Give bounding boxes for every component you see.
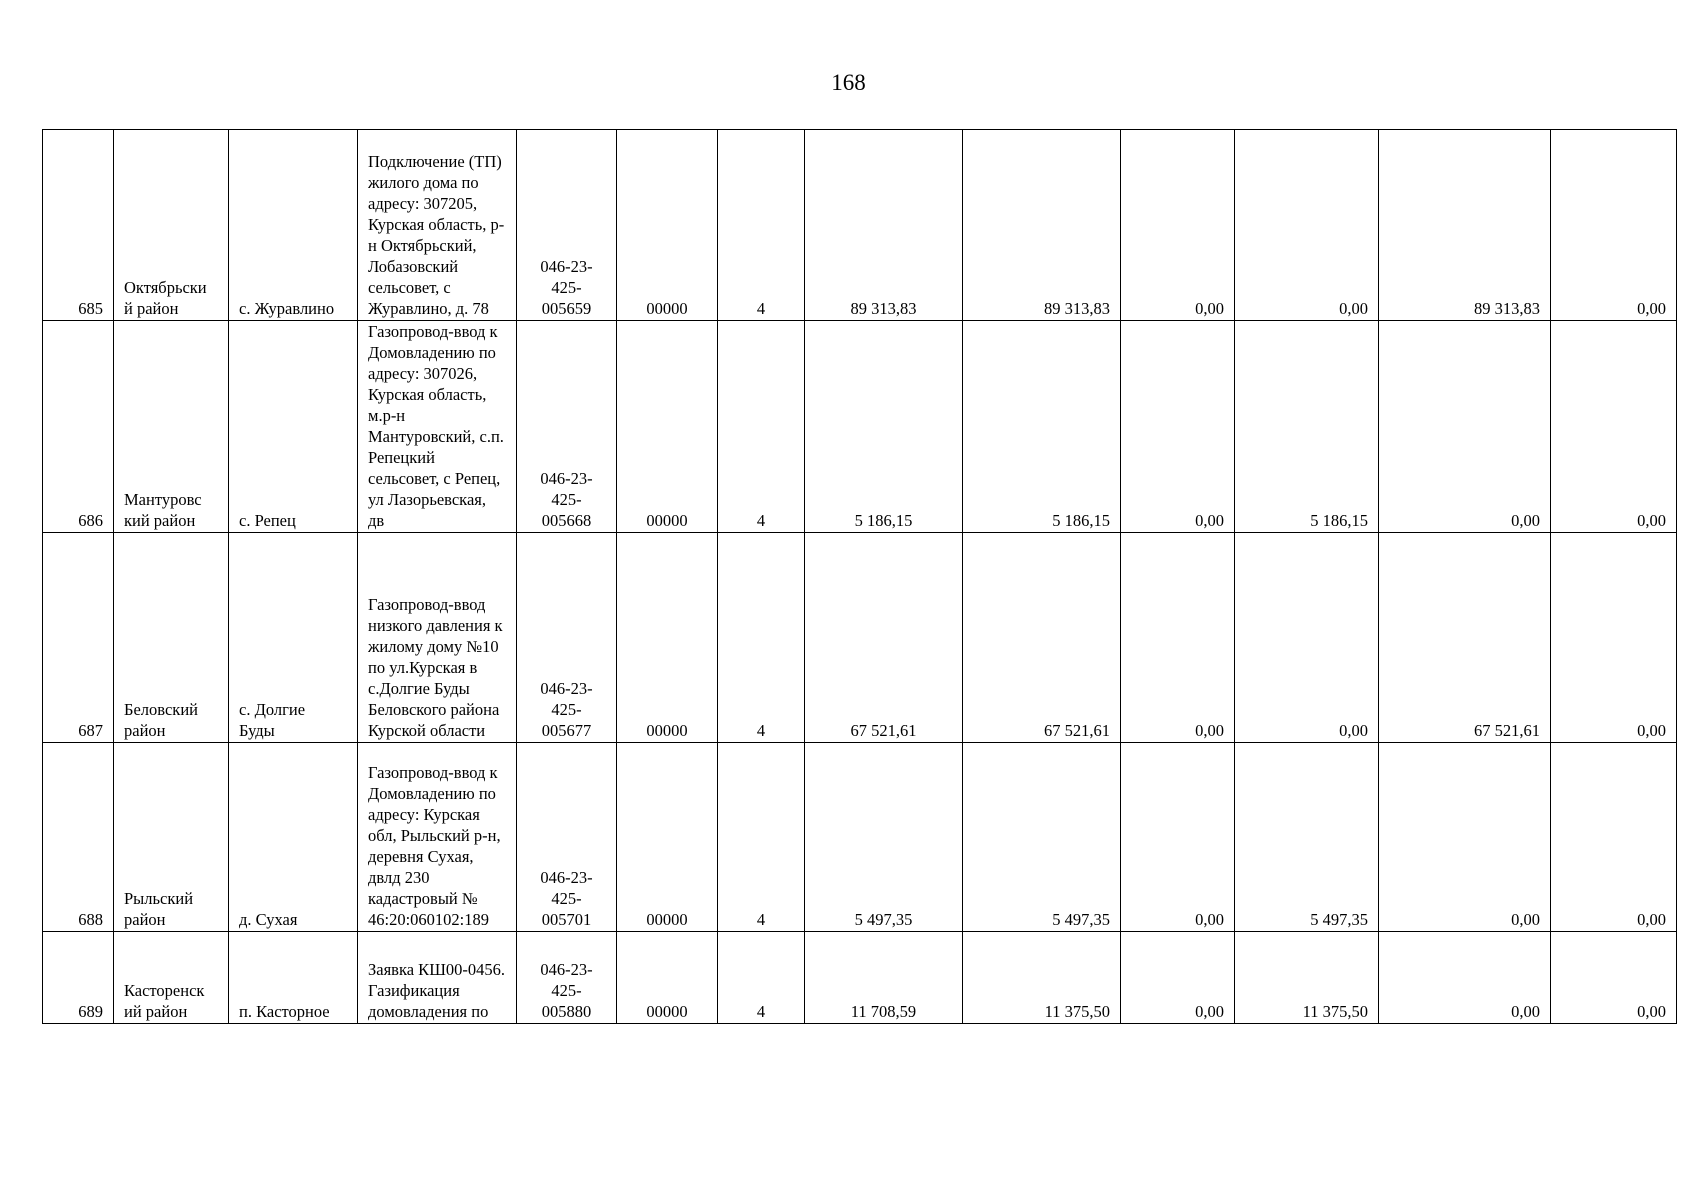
description-text: Заявка КШ00-0456. Газификация домовладения по [368, 960, 505, 1021]
description-cell [358, 932, 517, 1024]
district-cell: Мантуровс кий район [114, 321, 229, 533]
amount-3-cell: 0,00 [1121, 533, 1235, 743]
description-text: Подключение (ТП) жилого дома по адресу: 307205, Курская область, р-н Октябрьский, Лобазовский сельсовет, с Журавлино, д. 78 [368, 152, 505, 318]
category-cell: 4 [718, 321, 805, 533]
amount-4-cell: 5 497,35 [1235, 743, 1379, 932]
amount-3-cell: 0,00 [1121, 130, 1235, 321]
district-cell: Беловский район [114, 533, 229, 743]
district-cell: Октябрьски й район [114, 130, 229, 321]
amount-2-cell: 89 313,83 [963, 130, 1121, 321]
row-number-cell: 686 [43, 321, 114, 533]
registry-table [42, 129, 1677, 1024]
amount-1-cell: 5 186,15 [805, 321, 963, 533]
amount-6-cell: 0,00 [1551, 533, 1677, 743]
locality-cell: с. Репец [229, 321, 358, 533]
amount-4-cell: 0,00 [1235, 533, 1379, 743]
table-row [43, 321, 1677, 533]
zeros-cell: 00000 [617, 130, 718, 321]
amount-1-cell: 67 521,61 [805, 533, 963, 743]
row-number-cell: 685 [43, 130, 114, 321]
zeros-cell: 00000 [617, 321, 718, 533]
amount-6-cell: 0,00 [1551, 130, 1677, 321]
zeros-cell: 00000 [617, 743, 718, 932]
zeros-cell: 00000 [617, 932, 718, 1024]
description-text: Газопровод-ввод к Домовладению по адресу: 307026, Курская область, м.р-н Мантуровский, с.п. Репецкий сельсовет, с Репец, ул Лазорьевская, дв [368, 322, 504, 530]
description-text: Газопровод-ввод к Домовладению по адресу: Курская обл, Рыльский р-н, деревня Сухая, двлд 230 кадастровый № 46:20:060102:189 [368, 763, 501, 929]
table-row [43, 533, 1677, 743]
amount-3-cell: 0,00 [1121, 321, 1235, 533]
locality-cell: с. Журавлино [229, 130, 358, 321]
description-text: Газопровод-ввод низкого давления к жилому дому №10 по ул.Курская в с.Долгие Буды Беловского района Курской области [368, 595, 503, 740]
locality-cell: д. Сухая [229, 743, 358, 932]
description-cell [358, 321, 517, 533]
description-cell [358, 130, 517, 321]
amount-6-cell: 0,00 [1551, 932, 1677, 1024]
amount-6-cell: 0,00 [1551, 321, 1677, 533]
table-row [43, 743, 1677, 932]
code-cell: 046-23- 425- 005701 [517, 743, 617, 932]
locality-cell: с. Долгие Буды [229, 533, 358, 743]
row-number-cell: 688 [43, 743, 114, 932]
locality-cell: п. Касторное [229, 932, 358, 1024]
district-cell: Касторенск ий район [114, 932, 229, 1024]
amount-2-cell: 5 497,35 [963, 743, 1121, 932]
table-row [43, 932, 1677, 1024]
amount-3-cell: 0,00 [1121, 932, 1235, 1024]
code-cell: 046-23- 425- 005668 [517, 321, 617, 533]
description-cell [358, 743, 517, 932]
zeros-cell: 00000 [617, 533, 718, 743]
amount-5-cell: 67 521,61 [1379, 533, 1551, 743]
amount-3-cell: 0,00 [1121, 743, 1235, 932]
category-cell: 4 [718, 533, 805, 743]
amount-5-cell: 0,00 [1379, 932, 1551, 1024]
category-cell: 4 [718, 932, 805, 1024]
table-row [43, 130, 1677, 321]
page-number: 168 [831, 70, 866, 95]
amount-6-cell: 0,00 [1551, 743, 1677, 932]
code-cell: 046-23- 425- 005659 [517, 130, 617, 321]
category-cell: 4 [718, 130, 805, 321]
amount-1-cell: 5 497,35 [805, 743, 963, 932]
amount-4-cell: 0,00 [1235, 130, 1379, 321]
amount-5-cell: 0,00 [1379, 743, 1551, 932]
row-number-cell: 689 [43, 932, 114, 1024]
code-cell: 046-23- 425- 005677 [517, 533, 617, 743]
row-number-cell: 687 [43, 533, 114, 743]
amount-1-cell: 11 708,59 [805, 932, 963, 1024]
amount-1-cell: 89 313,83 [805, 130, 963, 321]
district-cell: Рыльский район [114, 743, 229, 932]
amount-2-cell: 67 521,61 [963, 533, 1121, 743]
code-cell: 046-23- 425- 005880 [517, 932, 617, 1024]
category-cell: 4 [718, 743, 805, 932]
amount-4-cell: 11 375,50 [1235, 932, 1379, 1024]
description-cell [358, 533, 517, 743]
amount-5-cell: 89 313,83 [1379, 130, 1551, 321]
amount-5-cell: 0,00 [1379, 321, 1551, 533]
amount-2-cell: 5 186,15 [963, 321, 1121, 533]
amount-4-cell: 5 186,15 [1235, 321, 1379, 533]
amount-2-cell: 11 375,50 [963, 932, 1121, 1024]
